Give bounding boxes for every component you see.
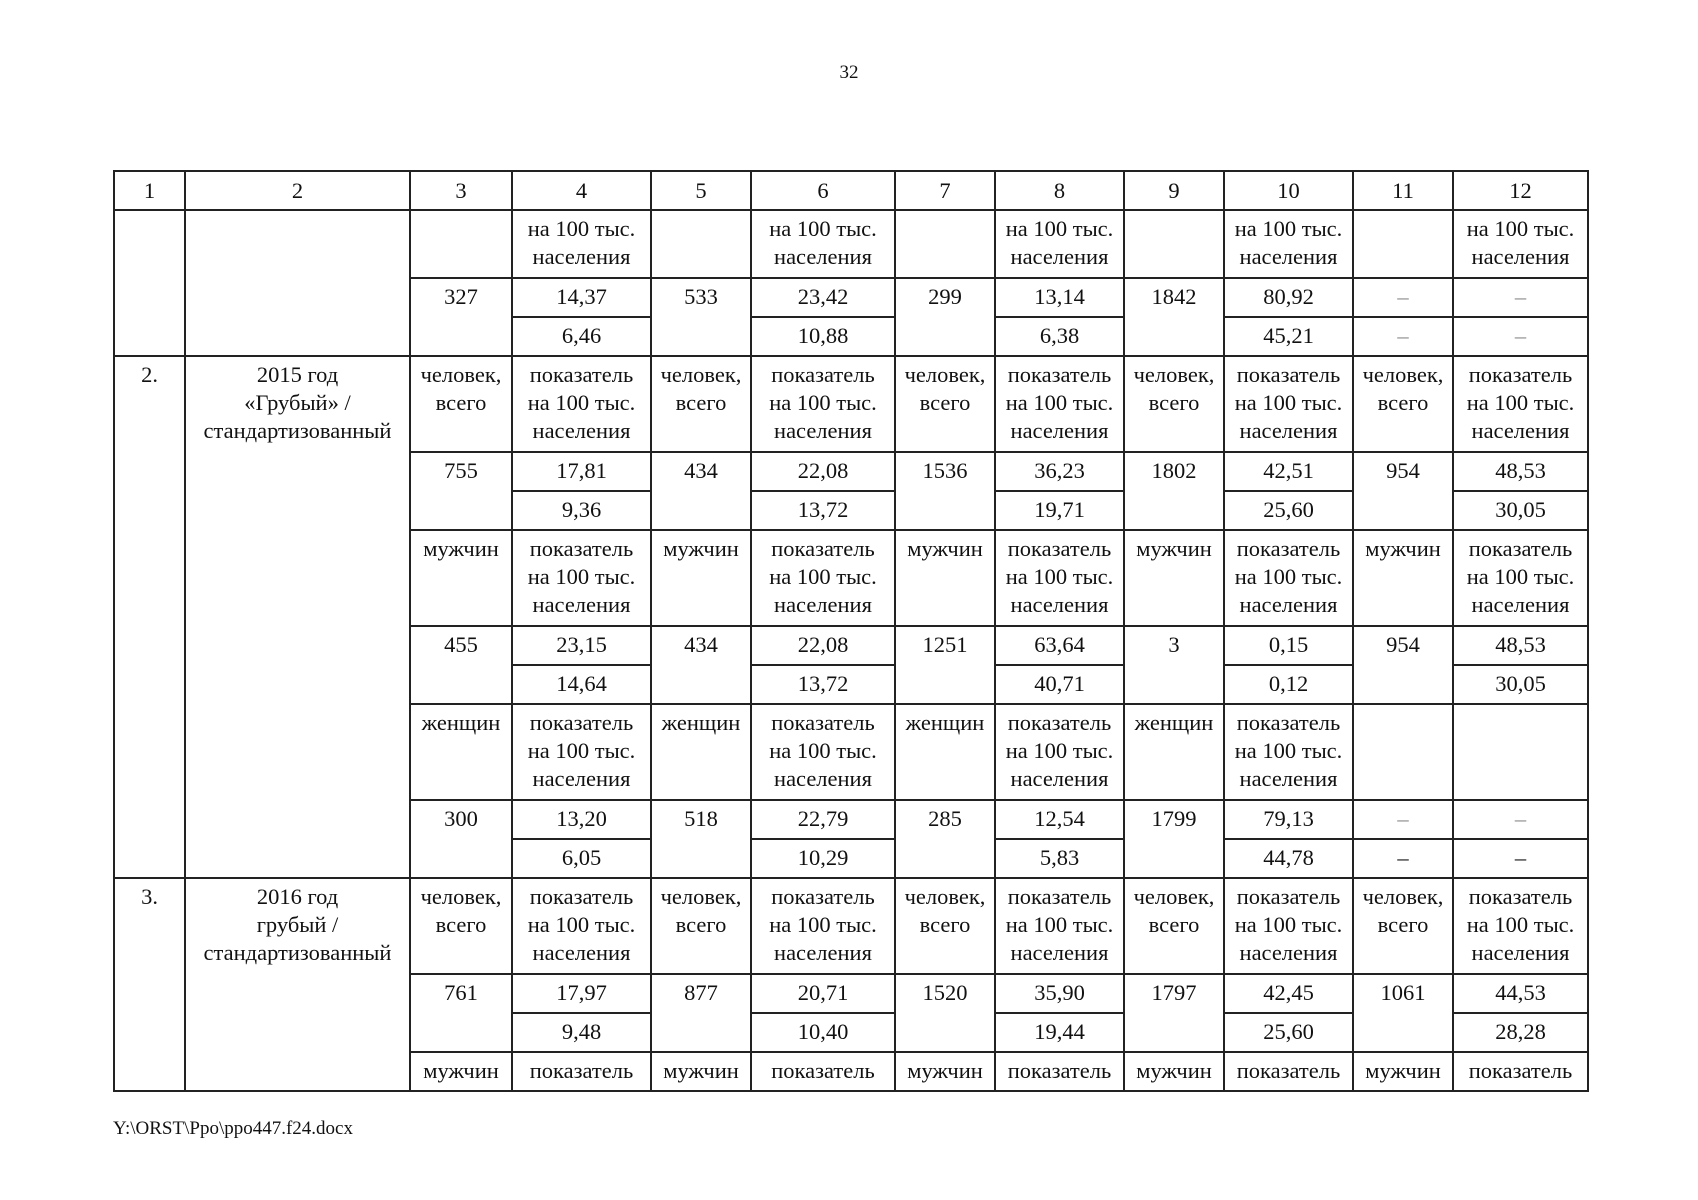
rate-label: показатель на 100 тыс. населения xyxy=(751,704,895,800)
count-label: человек, всего xyxy=(410,878,512,974)
row-number: 2. xyxy=(114,356,185,878)
rate-cell: 44,53 xyxy=(1453,974,1588,1013)
rate-label: показатель xyxy=(1453,1052,1588,1091)
rate-cell: 25,60 xyxy=(1224,491,1353,530)
count-label: человек, всего xyxy=(1353,878,1453,974)
rate-label: показатель на 100 тыс. населения xyxy=(995,704,1124,800)
rate-cell: 19,44 xyxy=(995,1013,1124,1052)
dash-cell: – xyxy=(1453,278,1588,317)
rate-label: на 100 тыс. населения xyxy=(1453,210,1588,278)
rate-label: показатель xyxy=(995,1052,1124,1091)
rate-label: показатель на 100 тыс. населения xyxy=(995,878,1124,974)
rate-cell: 36,23 xyxy=(995,452,1124,491)
header-cell: 4 xyxy=(512,171,651,210)
empty-cell xyxy=(185,210,410,356)
rate-label: показатель на 100 тыс. населения xyxy=(995,356,1124,452)
rate-cell: 9,48 xyxy=(512,1013,651,1052)
rate-cell: 17,97 xyxy=(512,974,651,1013)
count-label: человек, всего xyxy=(1353,356,1453,452)
rate-cell: 45,21 xyxy=(1224,317,1353,356)
count-label: человек, всего xyxy=(895,878,995,974)
rate-cell: 6,05 xyxy=(512,839,651,878)
header-cell: 2 xyxy=(185,171,410,210)
rate-label: показатель xyxy=(751,1052,895,1091)
rate-cell: 22,08 xyxy=(751,626,895,665)
dash-cell: – xyxy=(1353,317,1453,356)
dash-cell: – xyxy=(1353,278,1453,317)
rate-cell: 10,88 xyxy=(751,317,895,356)
table-row xyxy=(114,210,1588,278)
header-cell: 3 xyxy=(410,171,512,210)
rate-cell: 5,83 xyxy=(995,839,1124,878)
empty-cell xyxy=(1353,210,1453,278)
rate-label: показатель на 100 тыс. населения xyxy=(1453,356,1588,452)
dash-cell: – xyxy=(1353,800,1453,839)
count-label: женщин xyxy=(410,704,512,800)
rate-cell: 48,53 xyxy=(1453,626,1588,665)
count-cell: 877 xyxy=(651,974,751,1052)
count-label: человек, всего xyxy=(1124,878,1224,974)
header-cell: 11 xyxy=(1353,171,1453,210)
header-cell: 1 xyxy=(114,171,185,210)
year-label: 2016 год грубый / стандартизованный xyxy=(185,878,410,1091)
rate-label: показатель на 100 тыс. населения xyxy=(751,878,895,974)
rate-cell: 28,28 xyxy=(1453,1013,1588,1052)
rate-cell: 48,53 xyxy=(1453,452,1588,491)
rate-cell: 9,36 xyxy=(512,491,651,530)
rate-cell: 30,05 xyxy=(1453,665,1588,704)
column-number-row xyxy=(114,171,1588,210)
rate-label: показатель на 100 тыс. населения xyxy=(512,878,651,974)
rate-label: на 100 тыс. населения xyxy=(512,210,651,278)
header-cell: 6 xyxy=(751,171,895,210)
empty-cell xyxy=(1453,704,1588,800)
header-cell: 8 xyxy=(995,171,1124,210)
empty-cell xyxy=(114,210,185,356)
rate-cell: 79,13 xyxy=(1224,800,1353,839)
rate-cell: 13,72 xyxy=(751,491,895,530)
count-cell: 455 xyxy=(410,626,512,704)
count-label: человек, всего xyxy=(895,356,995,452)
rate-label: показатель на 100 тыс. населения xyxy=(995,530,1124,626)
count-label: мужчин xyxy=(895,1052,995,1091)
count-label: человек, всего xyxy=(410,356,512,452)
rate-label: показатель на 100 тыс. населения xyxy=(1453,878,1588,974)
count-cell: 518 xyxy=(651,800,751,878)
count-label: мужчин xyxy=(1353,530,1453,626)
count-cell: 1061 xyxy=(1353,974,1453,1052)
header-cell: 7 xyxy=(895,171,995,210)
empty-cell xyxy=(895,210,995,278)
count-cell: 755 xyxy=(410,452,512,530)
row-number: 3. xyxy=(114,878,185,1091)
rate-label: показатель на 100 тыс. населения xyxy=(751,356,895,452)
rate-cell: 44,78 xyxy=(1224,839,1353,878)
count-cell: 954 xyxy=(1353,626,1453,704)
rate-cell: 14,37 xyxy=(512,278,651,317)
rate-cell: 42,45 xyxy=(1224,974,1353,1013)
count-cell: 1842 xyxy=(1124,278,1224,356)
empty-cell xyxy=(1124,210,1224,278)
count-cell: 299 xyxy=(895,278,995,356)
dash-cell: – xyxy=(1453,800,1588,839)
count-cell: 954 xyxy=(1353,452,1453,530)
rate-cell: 17,81 xyxy=(512,452,651,491)
count-label: человек, всего xyxy=(1124,356,1224,452)
count-cell: 1799 xyxy=(1124,800,1224,878)
count-cell: 434 xyxy=(651,452,751,530)
count-cell: 1536 xyxy=(895,452,995,530)
rate-cell: 6,38 xyxy=(995,317,1124,356)
rate-label: показатель на 100 тыс. населения xyxy=(1453,530,1588,626)
empty-cell xyxy=(410,210,512,278)
count-cell: 3 xyxy=(1124,626,1224,704)
rate-cell: 80,92 xyxy=(1224,278,1353,317)
rate-label: показатель на 100 тыс. населения xyxy=(751,530,895,626)
count-cell: 327 xyxy=(410,278,512,356)
file-path-footer: Y:\ORST\Ppo\ppo447.f24.docx xyxy=(113,1118,353,1139)
count-label: мужчин xyxy=(1124,530,1224,626)
rate-label: на 100 тыс. населения xyxy=(1224,210,1353,278)
dash-cell: – xyxy=(1453,839,1588,878)
rate-label: показатель на 100 тыс. населения xyxy=(512,356,651,452)
count-label: мужчин xyxy=(1353,1052,1453,1091)
statistics-table xyxy=(113,170,1589,1092)
rate-cell: 13,72 xyxy=(751,665,895,704)
rate-cell: 22,79 xyxy=(751,800,895,839)
rate-cell: 35,90 xyxy=(995,974,1124,1013)
table-row xyxy=(114,356,1588,452)
count-label: женщин xyxy=(895,704,995,800)
rate-cell: 0,12 xyxy=(1224,665,1353,704)
dash-cell: – xyxy=(1353,839,1453,878)
rate-label: показатель xyxy=(1224,1052,1353,1091)
dash-cell: – xyxy=(1453,317,1588,356)
rate-label: показатель xyxy=(512,1052,651,1091)
empty-cell xyxy=(651,210,751,278)
rate-cell: 13,20 xyxy=(512,800,651,839)
rate-cell: 13,14 xyxy=(995,278,1124,317)
rate-cell: 19,71 xyxy=(995,491,1124,530)
count-cell: 761 xyxy=(410,974,512,1052)
year-label: 2015 год «Грубый» / стандартизованный xyxy=(185,356,410,878)
count-label: женщин xyxy=(651,704,751,800)
count-cell: 1520 xyxy=(895,974,995,1052)
rate-cell: 63,64 xyxy=(995,626,1124,665)
count-cell: 533 xyxy=(651,278,751,356)
rate-label: на 100 тыс. населения xyxy=(751,210,895,278)
header-cell: 9 xyxy=(1124,171,1224,210)
rate-label: показатель на 100 тыс. населения xyxy=(512,704,651,800)
rate-label: показатель на 100 тыс. населения xyxy=(1224,356,1353,452)
page-number: 32 xyxy=(839,62,859,83)
rate-cell: 42,51 xyxy=(1224,452,1353,491)
rate-cell: 6,46 xyxy=(512,317,651,356)
rate-cell: 10,29 xyxy=(751,839,895,878)
count-cell: 285 xyxy=(895,800,995,878)
rate-cell: 40,71 xyxy=(995,665,1124,704)
count-label: человек, всего xyxy=(651,356,751,452)
rate-cell: 23,42 xyxy=(751,278,895,317)
count-label: мужчин xyxy=(410,1052,512,1091)
empty-cell xyxy=(1353,704,1453,800)
count-cell: 300 xyxy=(410,800,512,878)
table-row xyxy=(114,878,1588,974)
rate-cell: 0,15 xyxy=(1224,626,1353,665)
header-cell: 5 xyxy=(651,171,751,210)
rate-cell: 25,60 xyxy=(1224,1013,1353,1052)
count-label: мужчин xyxy=(651,1052,751,1091)
count-cell: 1251 xyxy=(895,626,995,704)
rate-cell: 23,15 xyxy=(512,626,651,665)
rate-cell: 14,64 xyxy=(512,665,651,704)
count-label: мужчин xyxy=(1124,1052,1224,1091)
count-label: человек, всего xyxy=(651,878,751,974)
count-cell: 1802 xyxy=(1124,452,1224,530)
rate-cell: 20,71 xyxy=(751,974,895,1013)
rate-label: показатель на 100 тыс. населения xyxy=(512,530,651,626)
rate-label: показатель на 100 тыс. населения xyxy=(1224,530,1353,626)
count-label: мужчин xyxy=(410,530,512,626)
count-cell: 1797 xyxy=(1124,974,1224,1052)
rate-cell: 30,05 xyxy=(1453,491,1588,530)
count-label: мужчин xyxy=(895,530,995,626)
header-cell: 12 xyxy=(1453,171,1588,210)
rate-label: показатель на 100 тыс. населения xyxy=(1224,878,1353,974)
rate-label: показатель на 100 тыс. населения xyxy=(1224,704,1353,800)
count-label: мужчин xyxy=(651,530,751,626)
rate-cell: 22,08 xyxy=(751,452,895,491)
rate-cell: 12,54 xyxy=(995,800,1124,839)
header-cell: 10 xyxy=(1224,171,1353,210)
rate-label: на 100 тыс. населения xyxy=(995,210,1124,278)
count-label: женщин xyxy=(1124,704,1224,800)
rate-cell: 10,40 xyxy=(751,1013,895,1052)
count-cell: 434 xyxy=(651,626,751,704)
